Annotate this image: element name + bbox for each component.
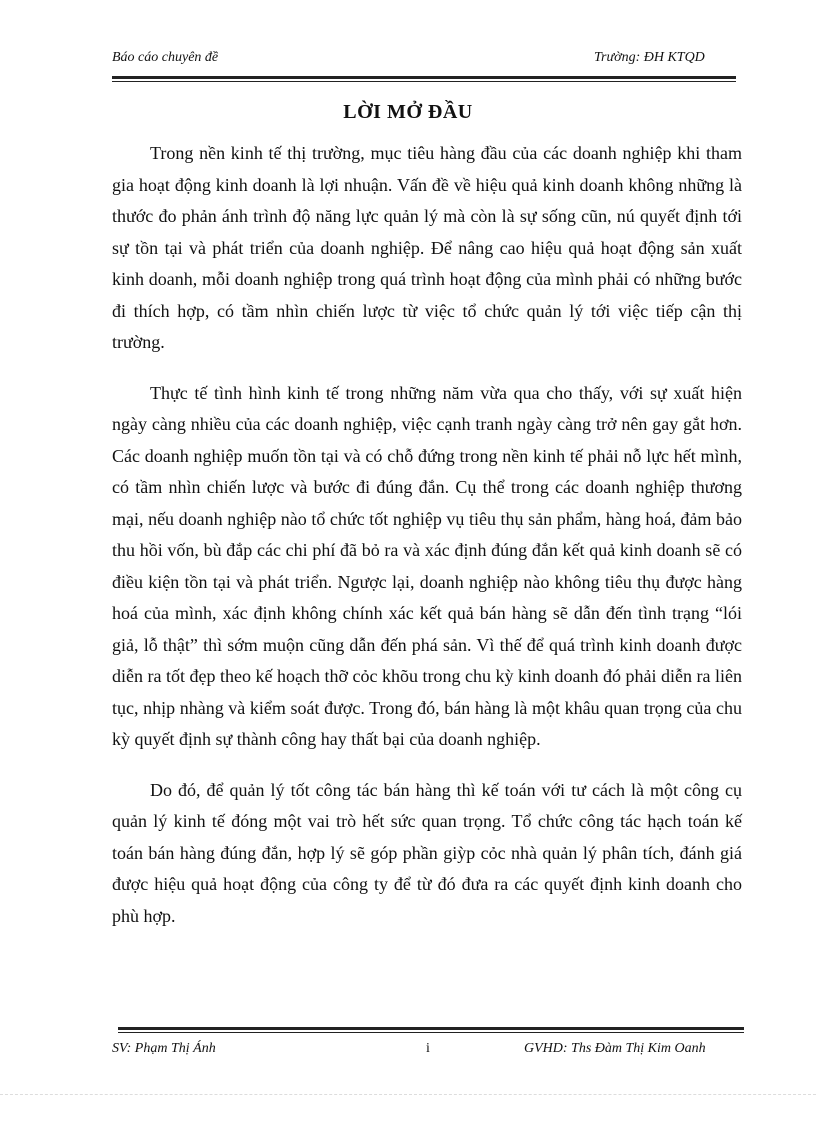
page-break-line [0, 1094, 816, 1095]
page-title: LỜI MỞ ĐẦU [343, 101, 473, 123]
paragraph-1: Trong nền kinh tế thị trường, mục tiêu hàng đầu của các doanh nghiệp khi tham gia hoạt động kinh doanh là lợi nhuận. Vấn đề về hiệu quả kinh doanh không những là thước đo phản ánh trình độ năng lực quản lý mà còn là sự sống cũn, nú quyết định tới sự tồn tại và phát triển của doanh nghiệp. Để nâng cao hiệu quả hoạt động sản xuất kinh doanh, mỗi doanh nghiệp trong quá trình hoạt động của mình phải có những bước đi thích hợp, có tầm nhìn chiến lược từ việc tổ chức quản lý tới việc tiếp cận thị trường. [112, 143, 742, 352]
footer-divider [118, 1027, 744, 1033]
body-text [112, 138, 742, 951]
footer-student: SV: Phạm Thị Ánh [112, 1041, 216, 1056]
header-divider [112, 76, 736, 82]
paragraph-2: Thực tế tình hình kinh tế trong những năm vừa qua cho thấy, với sự xuất hiện ngày càng nhiều của các doanh nghiệp, việc cạnh tranh ngày càng trở nên gay gắt hơn. Các doanh nghiệp muốn tồn tại và có chỗ đứng trong nền kinh tế phải nỗ lực hết mình, có tầm nhìn chiến lược và bước đi đúng đắn. Cụ thể trong các doanh nghiệp thương mại, nếu doanh nghiệp nào tổ chức tốt nghiệp vụ tiêu thụ sản phẩm, hàng hoá, đảm bảo thu hồi vốn, bù đắp các chi phí đã bỏ ra và xác định đúng đắn kết quả kinh doanh sẽ có điều kiện tồn tại và phát triển. Ngược lại, doanh nghiệp nào không tiêu thụ được hàng hoá của mình, xác định không chính xác kết quả bán hàng sẽ dẫn đến tình trạng “lói giả, lỗ thật” thì sớm muộn cũng dẫn đến phá sản. Vì thế để quá trình kinh doanh được diễn ra tốt đẹp theo kế hoạch thỡ cỏc khõu trong chu kỳ kinh doanh đó phải diễn ra liên tục, nhịp nhàng và kiểm soát được. Trong đó, bán hàng là một khâu quan trọng của chu kỳ quyết định sự thành công hay thất bại của doanh nghiệp. [112, 382, 742, 749]
page-footer [112, 1041, 742, 1063]
paragraph-3: Do đó, để quản lý tốt công tác bán hàng thì kế toán với tư cách là một công cụ quản lý kinh tế đóng một vai trò hết sức quan trọng. Tổ chức công tác hạch toán kế toán bán hàng đúng đắn, hợp lý sẽ góp phần giỳp cỏc nhà quản lý phân tích, đánh giá được hiệu quả hoạt động của công ty để từ đó đưa ra các quyết định kinh doanh cho phù hợp. [112, 779, 742, 926]
page-number: i [426, 1041, 430, 1056]
page-header [112, 46, 732, 70]
footer-advisor: GVHD: Ths Đàm Thị Kim Oanh [524, 1041, 706, 1056]
header-report-type: Báo cáo chuyên đề [112, 50, 219, 65]
header-school: Trường: ĐH KTQD [594, 50, 705, 65]
